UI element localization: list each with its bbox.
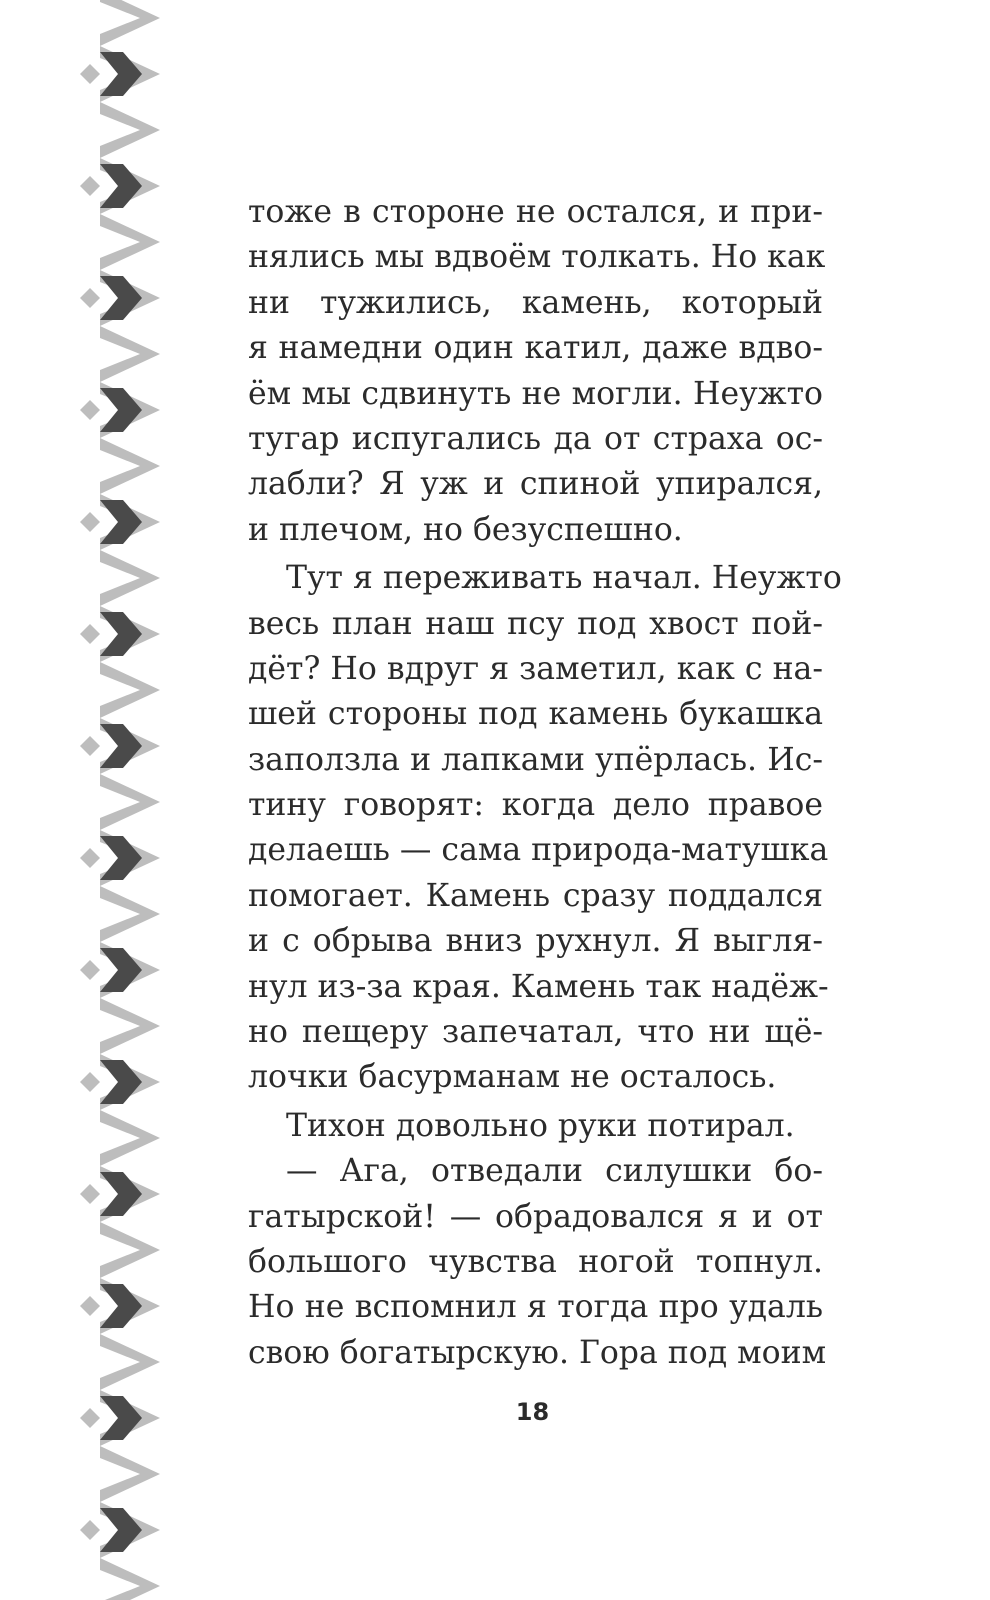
page-number: 18 xyxy=(515,1398,550,1426)
text-line: гатырской! — обрадовался я и от xyxy=(248,1198,823,1235)
text-line: тугар испугались да от страха ос- xyxy=(248,420,823,457)
dark-chevron xyxy=(100,500,142,544)
diamond-ornament xyxy=(80,848,100,868)
text-line: Но не вспомнил я тогда про удаль xyxy=(248,1289,823,1326)
text-line: Тут я переживать начал. Неужто xyxy=(286,560,842,597)
light-chevron xyxy=(100,886,160,942)
light-chevron xyxy=(100,998,160,1054)
light-chevron xyxy=(100,326,160,382)
text-line: шей стороны под камень букашка xyxy=(248,696,823,733)
light-chevron xyxy=(100,550,160,606)
diamond-ornament xyxy=(80,960,100,980)
text-line: и с обрыва вниз рухнул. Я выгля- xyxy=(248,923,823,960)
text-line: тину говорят: когда дело правое xyxy=(248,787,823,824)
light-chevron xyxy=(100,1334,160,1390)
text-line: ём мы сдвинуть не могли. Неужто xyxy=(248,375,823,412)
diamond-ornament xyxy=(80,176,100,196)
diamond-ornament xyxy=(80,400,100,420)
light-chevron xyxy=(100,214,160,270)
text-line: но пещеру запечатал, что ни щё- xyxy=(248,1014,823,1051)
text-line: — Ага, отведали силушки бо- xyxy=(286,1153,823,1190)
decorative-chevron-border xyxy=(0,0,180,1600)
dark-chevron xyxy=(100,1508,142,1552)
dark-chevron xyxy=(100,948,142,992)
text-line: делаешь — сама природа-матушка xyxy=(248,832,829,869)
text-line: и плечом, но безуспешно. xyxy=(248,511,683,548)
text-line: нялись мы вдвоём толкать. Но как xyxy=(248,239,826,276)
text-line: лочки басурманам не осталось. xyxy=(248,1059,777,1096)
page-text xyxy=(248,190,842,1376)
diamond-ornament xyxy=(80,624,100,644)
dark-chevron xyxy=(100,52,142,96)
light-chevron xyxy=(100,0,160,46)
light-chevron xyxy=(100,1558,160,1600)
diamond-ornament xyxy=(80,1184,100,1204)
text-line: ни тужились, камень, который xyxy=(248,284,823,321)
dark-chevron xyxy=(100,276,142,320)
text-line: заползла и лапками упёрлась. Ис- xyxy=(248,741,823,778)
light-chevron xyxy=(100,102,160,158)
light-chevron xyxy=(100,1110,160,1166)
diamond-ornament xyxy=(80,288,100,308)
dark-chevron xyxy=(100,612,142,656)
text-line: Тихон довольно руки потирал. xyxy=(286,1107,795,1144)
dark-chevron xyxy=(100,388,142,432)
diamond-ornament xyxy=(80,64,100,84)
light-chevron xyxy=(100,662,160,718)
text-line: помогает. Камень сразу поддался xyxy=(248,877,823,914)
diamond-ornament xyxy=(80,1072,100,1092)
diamond-ornament xyxy=(80,736,100,756)
dark-chevron xyxy=(100,836,142,880)
text-line: свою богатырскую. Гора под моим xyxy=(248,1334,827,1371)
diamond-ornament xyxy=(80,512,100,532)
text-line: дёт? Но вдруг я заметил, как с на- xyxy=(248,650,823,687)
text-line: большого чувства ногой топнул. xyxy=(248,1243,823,1280)
dark-chevron xyxy=(100,1060,142,1104)
diamond-ornament xyxy=(80,1520,100,1540)
dark-chevron xyxy=(100,164,142,208)
text-line: лабли? Я уж и спиной упирался, xyxy=(248,466,823,503)
light-chevron xyxy=(100,774,160,830)
dark-chevron xyxy=(100,1172,142,1216)
text-line: тоже в стороне не остался, и при- xyxy=(248,194,823,230)
light-chevron xyxy=(100,1222,160,1278)
light-chevron xyxy=(100,1446,160,1502)
text-line: весь план наш псу под хвост пой- xyxy=(248,605,823,642)
dark-chevron xyxy=(100,1284,142,1328)
text-line: я намедни один катил, даже вдво- xyxy=(248,330,823,367)
diamond-ornament xyxy=(80,1296,100,1316)
light-chevron xyxy=(100,438,160,494)
dark-chevron xyxy=(100,724,142,768)
text-line: нул из-за края. Камень так надёж- xyxy=(248,968,829,1005)
